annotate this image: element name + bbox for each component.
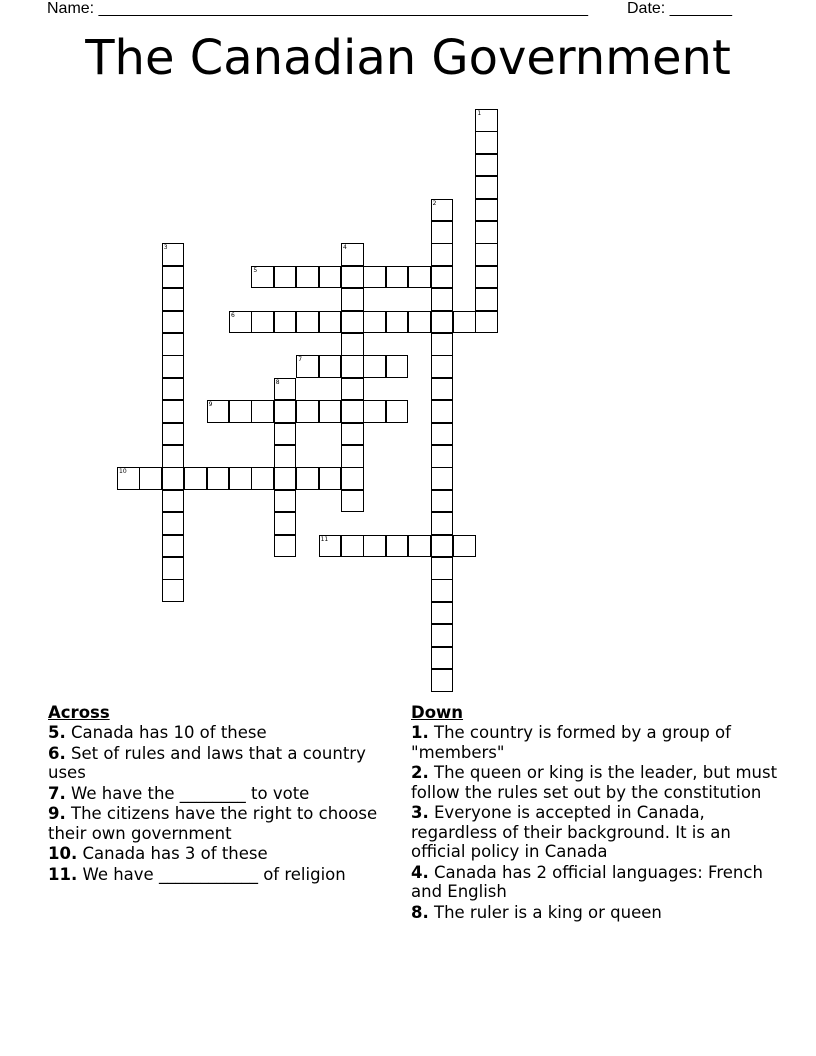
grid-cell[interactable]: [386, 535, 409, 558]
grid-cell[interactable]: [363, 266, 386, 289]
grid-cell[interactable]: [162, 288, 185, 311]
grid-cell[interactable]: [162, 467, 185, 490]
grid-cell[interactable]: [274, 535, 297, 558]
grid-cell[interactable]: [363, 311, 386, 334]
grid-cell[interactable]: [319, 355, 342, 378]
clue-number-label: 8: [275, 378, 280, 386]
grid-cell[interactable]: [296, 467, 319, 490]
grid-cell[interactable]: [319, 311, 342, 334]
grid-cell[interactable]: [229, 311, 252, 334]
grid-cell[interactable]: [363, 400, 386, 423]
grid-cell[interactable]: [162, 557, 185, 580]
clue-across: [48, 865, 393, 885]
across-heading: Across: [48, 703, 110, 722]
grid-cell[interactable]: [475, 243, 498, 266]
clue-number-label: 2: [432, 199, 437, 207]
clue-text: Canada has 3 of these: [82, 844, 268, 863]
grid-cell[interactable]: [162, 333, 185, 356]
grid-cell[interactable]: [274, 423, 297, 446]
grid-cell[interactable]: [341, 355, 364, 378]
grid-cell[interactable]: [431, 535, 454, 558]
grid-cell[interactable]: [431, 624, 454, 647]
grid-cell[interactable]: [162, 512, 185, 535]
clue-down: [411, 863, 781, 902]
grid-cell[interactable]: [341, 535, 364, 558]
grid-cell[interactable]: [431, 512, 454, 535]
grid-cell[interactable]: [386, 311, 409, 334]
clue-number: 2.: [411, 763, 429, 782]
grid-cell[interactable]: [386, 266, 409, 289]
grid-cell[interactable]: [162, 579, 185, 602]
clue-number-label: 1: [477, 110, 482, 117]
clue-down: [411, 723, 781, 762]
clue-number: 8.: [411, 902, 429, 922]
grid-cell[interactable]: [162, 378, 185, 401]
grid-cell[interactable]: [408, 266, 431, 289]
grid-cell[interactable]: [341, 400, 364, 423]
clue-down: [411, 763, 781, 802]
grid-cell[interactable]: [251, 467, 274, 490]
grid-cell[interactable]: [274, 445, 297, 468]
clue-across: [48, 744, 393, 783]
date-line: Date: _______: [627, 0, 732, 17]
grid-cell[interactable]: [475, 176, 498, 199]
grid-cell[interactable]: [431, 647, 454, 670]
grid-cell[interactable]: [341, 378, 364, 401]
grid-cell[interactable]: [475, 199, 498, 222]
grid-cell[interactable]: [319, 400, 342, 423]
clue-text: Set of rules and laws that a country uses: [48, 743, 366, 782]
clue-text: The queen or king is the leader, but must follow the rules set out by the constitution: [411, 763, 778, 802]
grid-cell[interactable]: [207, 467, 230, 490]
grid-cell[interactable]: [341, 266, 364, 289]
grid-cell[interactable]: [431, 467, 454, 490]
grid-cell[interactable]: [475, 221, 498, 244]
clue-number-label: 9: [208, 401, 213, 409]
grid-cell[interactable]: [162, 243, 185, 266]
clue-number-label: 6: [231, 311, 235, 319]
grid-cell[interactable]: [319, 535, 342, 558]
clue-number-label: 7: [298, 356, 303, 364]
grid-cell[interactable]: [341, 288, 364, 311]
grid-cell[interactable]: [431, 221, 454, 244]
clue-text: Canada has 10 of these: [71, 723, 267, 742]
grid-cell[interactable]: [341, 490, 364, 513]
grid-cell[interactable]: [319, 467, 342, 490]
clue-number: 5.: [48, 723, 66, 742]
clue-number: 7.: [48, 783, 66, 803]
clue-across: [48, 784, 393, 804]
grid-cell[interactable]: [341, 423, 364, 446]
grid-cell[interactable]: [431, 557, 454, 580]
clue-text: The country is formed by a group of "members": [411, 723, 731, 762]
grid-cell[interactable]: [162, 490, 185, 513]
grid-cell[interactable]: [431, 199, 454, 222]
grid-cell[interactable]: [431, 423, 454, 446]
clue-number-label: 5: [253, 266, 258, 274]
clue-number: 9.: [48, 804, 66, 823]
clue-number: 11.: [48, 864, 78, 884]
clue-text: The citizens have the right to choose their own government: [48, 804, 378, 843]
grid-cell[interactable]: [162, 445, 185, 468]
grid-cell[interactable]: [162, 423, 185, 446]
clue-number: 1.: [411, 723, 429, 742]
clue-text: We have the ________ to vote: [71, 783, 310, 803]
grid-cell[interactable]: [475, 154, 498, 177]
grid-cell[interactable]: [229, 400, 252, 423]
grid-cell[interactable]: [207, 400, 230, 423]
clue-number-label: 4: [343, 244, 347, 252]
clue-down: [411, 803, 781, 862]
clue-number: 3.: [411, 803, 429, 822]
grid-cell[interactable]: [431, 602, 454, 625]
grid-cell[interactable]: [363, 355, 386, 378]
grid-cell[interactable]: [251, 400, 274, 423]
down-heading: Down: [411, 703, 464, 722]
grid-cell[interactable]: [274, 512, 297, 535]
clue-number-label: 11: [320, 535, 329, 543]
grid-cell[interactable]: [296, 311, 319, 334]
grid-cell[interactable]: [453, 311, 476, 334]
grid-cell[interactable]: [162, 266, 185, 289]
grid-cell[interactable]: [431, 266, 454, 289]
across-clues: [48, 703, 393, 885]
clue-text: Everyone is accepted in Canada, regardless of their background. It is an official policy in Canada: [411, 803, 731, 861]
grid-cell[interactable]: [162, 311, 185, 334]
clue-number: 10.: [48, 844, 78, 863]
grid-cell[interactable]: [431, 333, 454, 356]
clue-text: Canada has 2 official languages: French and English: [411, 862, 763, 901]
page-title: The Canadian Government: [85, 30, 731, 86]
grid-cell[interactable]: [341, 445, 364, 468]
grid-cell[interactable]: [475, 109, 498, 132]
grid-cell[interactable]: [274, 490, 297, 513]
grid-cell[interactable]: [341, 311, 364, 334]
grid-cell[interactable]: [117, 467, 140, 490]
grid-cell[interactable]: [162, 400, 185, 423]
grid-cell[interactable]: [341, 467, 364, 490]
grid-cell[interactable]: [274, 400, 297, 423]
grid-cell[interactable]: [431, 445, 454, 468]
clue-number: 6.: [48, 743, 66, 763]
grid-cell[interactable]: [162, 535, 185, 558]
grid-cell[interactable]: [431, 311, 454, 334]
grid-cell[interactable]: [251, 311, 274, 334]
grid-cell[interactable]: [184, 467, 207, 490]
grid-cell[interactable]: [386, 400, 409, 423]
grid-cell[interactable]: [475, 266, 498, 289]
grid-cell[interactable]: [319, 266, 342, 289]
clue-number-label: 10: [119, 468, 127, 476]
grid-cell[interactable]: [475, 288, 498, 311]
grid-cell[interactable]: [274, 378, 297, 401]
grid-cell[interactable]: [431, 669, 454, 692]
grid-cell[interactable]: [408, 311, 431, 334]
grid-cell[interactable]: [386, 355, 409, 378]
clue-number: 4.: [411, 862, 429, 882]
grid-cell[interactable]: [475, 131, 498, 154]
grid-cell[interactable]: [431, 378, 454, 401]
grid-cell[interactable]: [431, 400, 454, 423]
grid-cell[interactable]: [431, 490, 454, 513]
clue-number-label: 3: [163, 244, 168, 252]
grid-cell[interactable]: [363, 535, 386, 558]
clue-text: We have ____________ of religion: [82, 864, 346, 884]
clue-across: [48, 804, 393, 843]
clue-down: [411, 903, 781, 923]
grid-cell[interactable]: [431, 355, 454, 378]
clue-text: The ruler is a king or queen: [434, 902, 662, 922]
grid-cell[interactable]: [274, 266, 297, 289]
clue-across: [48, 844, 393, 864]
grid-cell[interactable]: [431, 579, 454, 602]
grid-cell[interactable]: [453, 535, 476, 558]
name-line: Name: _______________________________________________________: [47, 0, 588, 17]
grid-cell[interactable]: [296, 355, 319, 378]
clue-across: [48, 723, 393, 743]
grid-cell[interactable]: [408, 535, 431, 558]
grid-cell[interactable]: [431, 288, 454, 311]
grid-cell[interactable]: [341, 333, 364, 356]
grid-cell[interactable]: [431, 243, 454, 266]
grid-cell[interactable]: [341, 243, 364, 266]
grid-cell[interactable]: [475, 311, 498, 334]
grid-cell[interactable]: [274, 467, 297, 490]
grid-cell[interactable]: [251, 266, 274, 289]
grid-cell[interactable]: [229, 467, 252, 490]
grid-cell[interactable]: [139, 467, 162, 490]
grid-cell[interactable]: [296, 400, 319, 423]
grid-cell[interactable]: [162, 355, 185, 378]
grid-cell[interactable]: [296, 266, 319, 289]
grid-cell[interactable]: [274, 311, 297, 334]
down-clues: [411, 703, 781, 923]
